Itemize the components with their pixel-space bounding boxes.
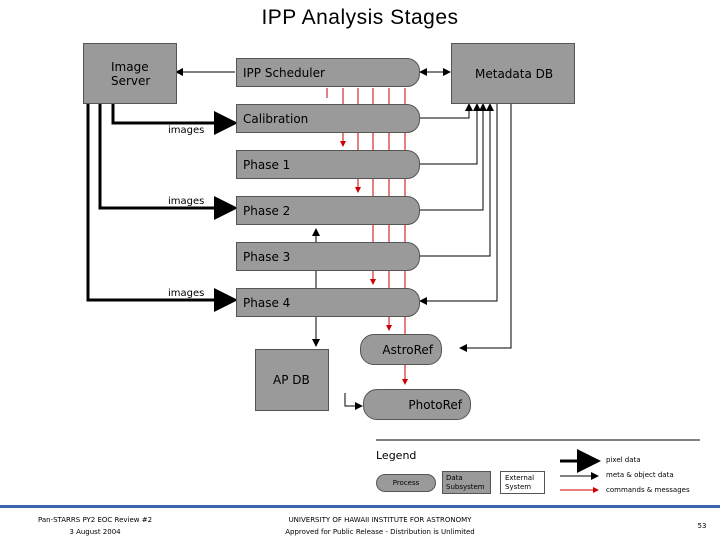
astroref-label: AstroRef bbox=[382, 342, 433, 357]
astroref-node bbox=[360, 334, 442, 365]
phase1-label: Phase 1 bbox=[243, 157, 291, 172]
images-label-calibration: images bbox=[168, 125, 205, 136]
legend-commands-messages-label: commands & messages bbox=[606, 486, 690, 494]
legend-process-swatch bbox=[376, 474, 436, 492]
image-server-node bbox=[83, 43, 177, 104]
legend-process-label: Process bbox=[392, 479, 420, 487]
legend-data-subsystem-swatch bbox=[442, 471, 491, 494]
phase2-node bbox=[236, 196, 420, 225]
ipp-scheduler-node bbox=[236, 58, 420, 87]
phase1-node bbox=[236, 150, 420, 179]
phase4-label: Phase 4 bbox=[243, 295, 291, 310]
footer-institute-label: UNIVERSITY OF HAWAII INSTITUTE FOR ASTRONOMY bbox=[288, 516, 472, 524]
calibration-node bbox=[236, 104, 420, 133]
legend-external-system-label: External System bbox=[505, 474, 535, 491]
ipp-scheduler-label: IPP Scheduler bbox=[243, 65, 325, 80]
metadata-db-label: Metadata DB bbox=[475, 67, 554, 81]
legend-external-system-swatch bbox=[500, 471, 545, 494]
footer-review-label: Pan-STARRS PY2 EOC Review #2 bbox=[37, 516, 153, 524]
photoref-node bbox=[363, 389, 471, 420]
footer-release-label: Approved for Public Release - Distribution is Unlimited bbox=[285, 528, 475, 536]
phase2-label: Phase 2 bbox=[243, 203, 291, 218]
footer-date-label: 3 August 2004 bbox=[69, 528, 121, 536]
legend-pixel-data-label: pixel data bbox=[606, 456, 641, 464]
footer-page-number: 53 bbox=[697, 522, 707, 530]
images-label-phase2: images bbox=[168, 196, 205, 207]
legend-data-subsystem-label: Data Subsystem bbox=[446, 474, 485, 491]
metadata-db-node bbox=[451, 43, 575, 104]
ap-db-node bbox=[255, 349, 329, 411]
footer-bar bbox=[0, 505, 720, 508]
legend-meta-object-data-label: meta & object data bbox=[606, 471, 674, 479]
image-server-label: Image Server bbox=[111, 60, 151, 88]
pixel-data-links bbox=[88, 104, 235, 300]
ap-db-label: AP DB bbox=[273, 373, 310, 387]
legend-title: Legend bbox=[376, 449, 417, 462]
phase3-label: Phase 3 bbox=[243, 249, 291, 264]
phase4-node bbox=[236, 288, 420, 317]
phase3-node bbox=[236, 242, 420, 271]
page-title: IPP Analysis Stages bbox=[261, 6, 459, 29]
calibration-label: Calibration bbox=[243, 111, 309, 126]
images-label-phase4: images bbox=[168, 288, 205, 299]
photoref-label: PhotoRef bbox=[408, 397, 462, 412]
